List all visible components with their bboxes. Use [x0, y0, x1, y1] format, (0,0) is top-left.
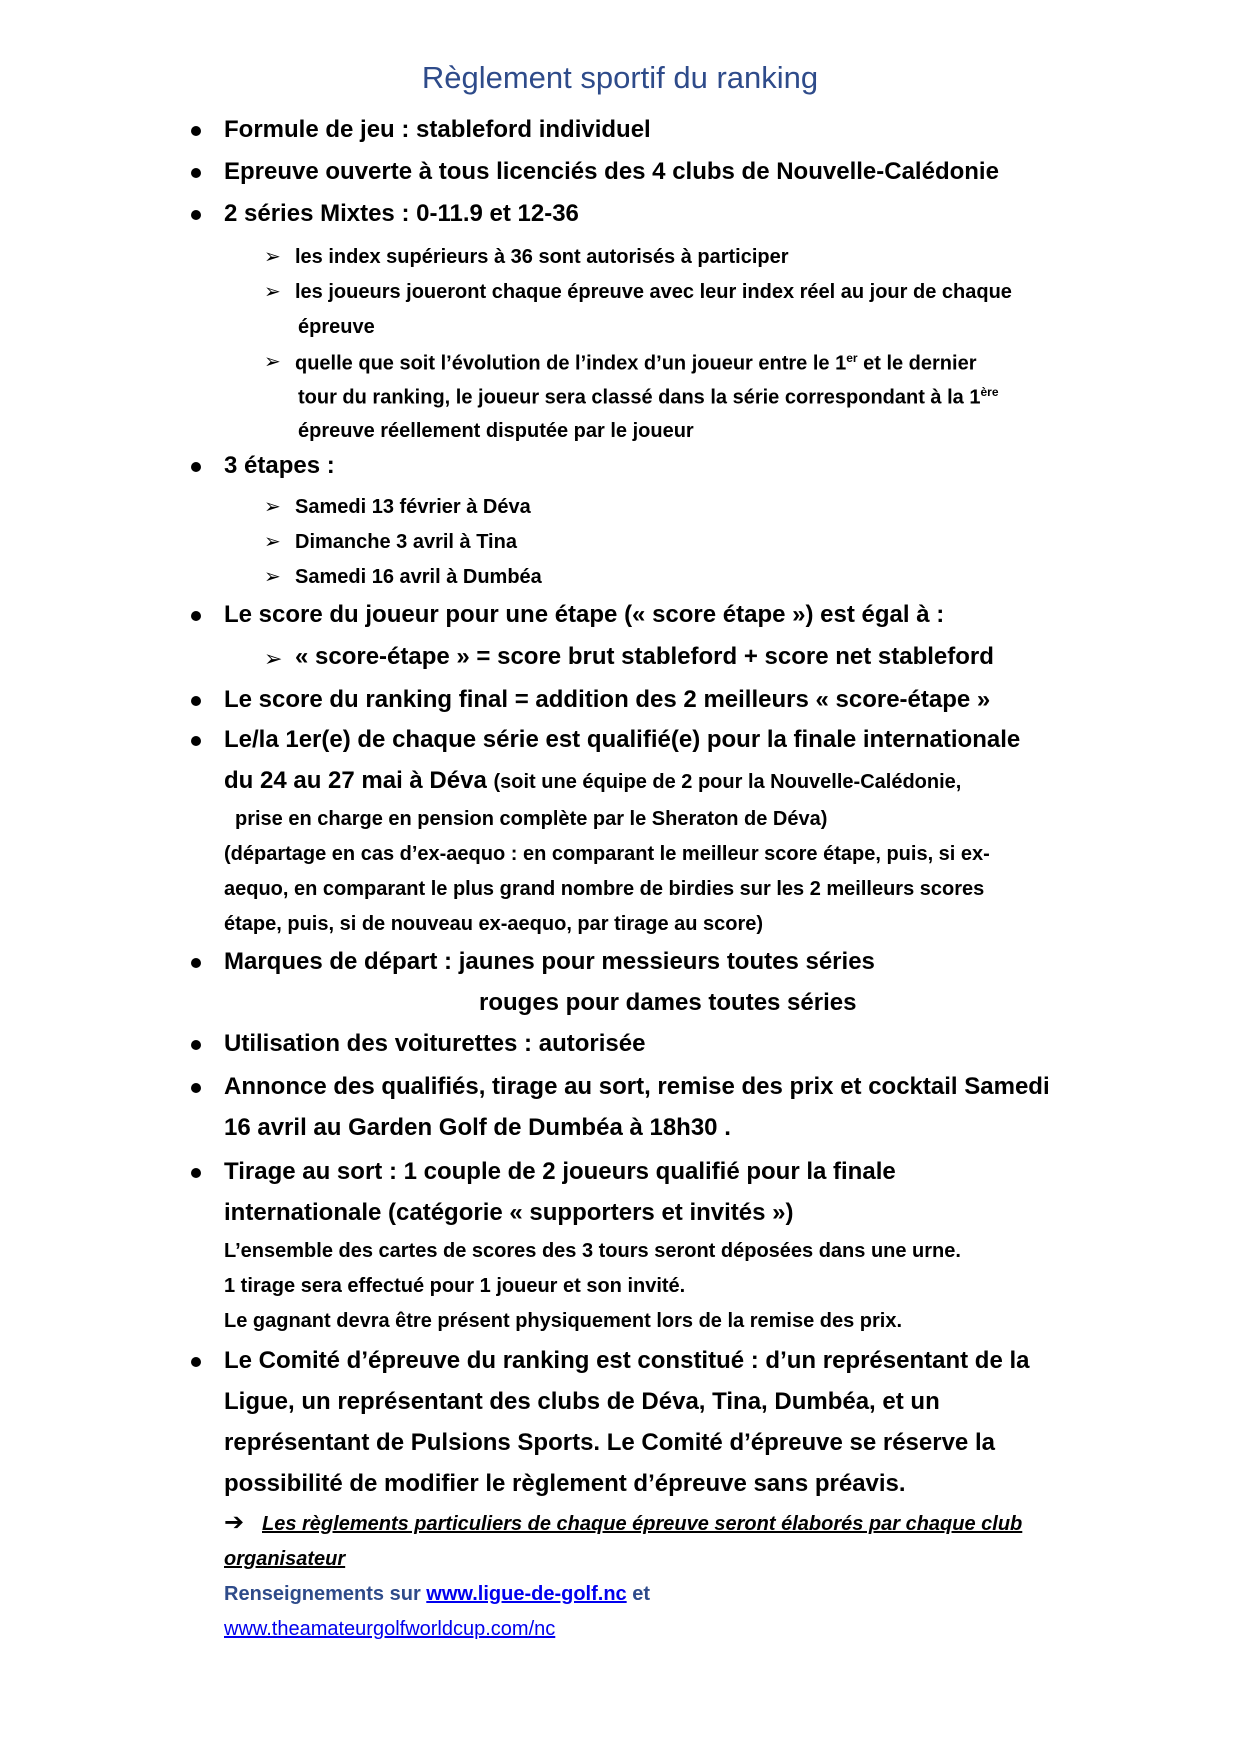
series-note-1: les index supérieurs à 36 sont autorisés à participer	[295, 246, 789, 268]
info-line: Renseignements sur www.ligue-de-golf.nc et	[224, 1583, 651, 1605]
rule-committee-line2: Ligue, un représentant des clubs de Déva, Tina, Dumbéa, et un	[224, 1388, 940, 1415]
rule-qualification-line1: Le/la 1er(e) de chaque série est qualifié(e) pour la finale internationale	[224, 726, 1021, 753]
arrow-bullet-icon: ➢	[264, 531, 281, 553]
rule-draw-line2: internationale (catégorie « supporters et invités »)	[224, 1199, 794, 1226]
tiebreak-line2: aequo, en comparant le plus grand nombre de birdies sur les 2 meilleurs scores	[224, 878, 985, 900]
page-title: Règlement sportif du ranking	[421, 60, 819, 95]
bullet-icon	[191, 611, 201, 621]
rule-stages: 3 étapes :	[224, 452, 335, 479]
stage-2: Dimanche 3 avril à Tina	[295, 531, 517, 553]
tiebreak-line1: (départage en cas d’ex-aequo : en comparant le meilleur score étape, puis, si ex-	[224, 843, 990, 865]
arrow-bullet-icon: ➢	[264, 496, 281, 518]
stage-score-formula: « score-étape » = score brut stableford + score net stableford	[295, 643, 994, 670]
series-note-3-line3: épreuve réellement disputée par le joueur	[298, 420, 694, 442]
rule-draw-line5: Le gagnant devra être présent physiquement lors de la remise des prix.	[224, 1310, 903, 1332]
rule-stage-score: Le score du joueur pour une étape (« score étape ») est égal à :	[224, 601, 945, 628]
bullet-icon	[191, 1168, 201, 1178]
arrow-bullet-icon: ➢	[264, 351, 281, 373]
rule-draw-line1: Tirage au sort : 1 couple de 2 joueurs qualifié pour la finale	[224, 1158, 896, 1185]
arrow-bullet-icon: ➢	[264, 281, 281, 303]
rule-carts: Utilisation des voiturettes : autorisée	[224, 1030, 646, 1057]
bullet-icon	[191, 1357, 201, 1367]
right-arrow-icon: ➔	[224, 1509, 245, 1536]
rule-announcement-line2: 16 avril au Garden Golf de Dumbéa à 18h30 .	[224, 1114, 731, 1141]
series-note-3-line1: quelle que soit l’évolution de l’index d’un joueur entre le 1er et le dernier	[295, 351, 977, 375]
bullet-icon	[191, 210, 201, 220]
rule-qualification-line2: du 24 au 27 mai à Déva (soit une équipe de 2 pour la Nouvelle-Calédonie,	[224, 767, 962, 794]
stage-1: Samedi 13 février à Déva	[295, 496, 531, 518]
series-note-2-line1: les joueurs joueront chaque épreuve avec leur index réel au jour de chaque	[295, 281, 1012, 303]
note-line2: organisateur	[224, 1548, 346, 1570]
bullet-icon	[191, 126, 201, 136]
note-line1: Les règlements particuliers de chaque épreuve seront élaborés par chaque club	[262, 1513, 1023, 1535]
arrow-bullet-icon: ➢	[264, 646, 283, 671]
bullet-icon	[191, 696, 201, 706]
stage-3: Samedi 16 avril à Dumbéa	[295, 566, 542, 588]
rule-qualification-line3: prise en charge en pension complète par le Sheraton de Déva)	[235, 808, 828, 830]
rule-committee-line1: Le Comité d’épreuve du ranking est constitué : d’un représentant de la	[224, 1347, 1030, 1374]
rule-tees-women: rouges pour dames toutes séries	[479, 989, 857, 1016]
rule-tees-men: Marques de départ : jaunes pour messieurs toutes séries	[224, 948, 875, 975]
rule-game-format: Formule de jeu : stableford individuel	[224, 116, 651, 143]
arrow-bullet-icon: ➢	[264, 246, 281, 268]
rule-eligibility: Epreuve ouverte à tous licenciés des 4 clubs de Nouvelle-Calédonie	[224, 158, 999, 185]
rule-announcement-line1: Annonce des qualifiés, tirage au sort, remise des prix et cocktail Samedi	[224, 1073, 1050, 1100]
rule-draw-line3: L’ensemble des cartes de scores des 3 tours seront déposées dans une urne.	[224, 1240, 961, 1262]
amateur-worldcup-link-wrap	[224, 1618, 555, 1641]
rule-final-score: Le score du ranking final = addition des 2 meilleurs « score-étape »	[224, 686, 991, 713]
arrow-bullet-icon: ➢	[264, 566, 281, 588]
rule-committee-line4: possibilité de modifier le règlement d’épreuve sans préavis.	[224, 1470, 906, 1497]
bullet-icon	[191, 958, 201, 968]
amateur-worldcup-link[interactable]: www.theamateurgolfworldcup.com/nc	[224, 1618, 556, 1640]
rule-series: 2 séries Mixtes : 0-11.9 et 12-36	[224, 200, 579, 227]
bullet-icon	[191, 462, 201, 472]
rule-draw-line4: 1 tirage sera effectué pour 1 joueur et son invité.	[224, 1275, 686, 1297]
series-note-3-line2: tour du ranking, le joueur sera classé dans la série correspondant à la 1ère	[298, 385, 999, 409]
bullet-icon	[191, 1040, 201, 1050]
tiebreak-line3: étape, puis, si de nouveau ex-aequo, par tirage au score)	[224, 913, 764, 935]
bullet-icon	[191, 736, 201, 746]
ligue-golf-link[interactable]: www.ligue-de-golf.nc	[426, 1583, 627, 1605]
rule-committee-line3: représentant de Pulsions Sports. Le Comité d’épreuve se réserve la	[224, 1429, 995, 1456]
series-note-2-line2: épreuve	[298, 316, 375, 338]
bullet-icon	[191, 168, 201, 178]
bullet-icon	[191, 1083, 201, 1093]
